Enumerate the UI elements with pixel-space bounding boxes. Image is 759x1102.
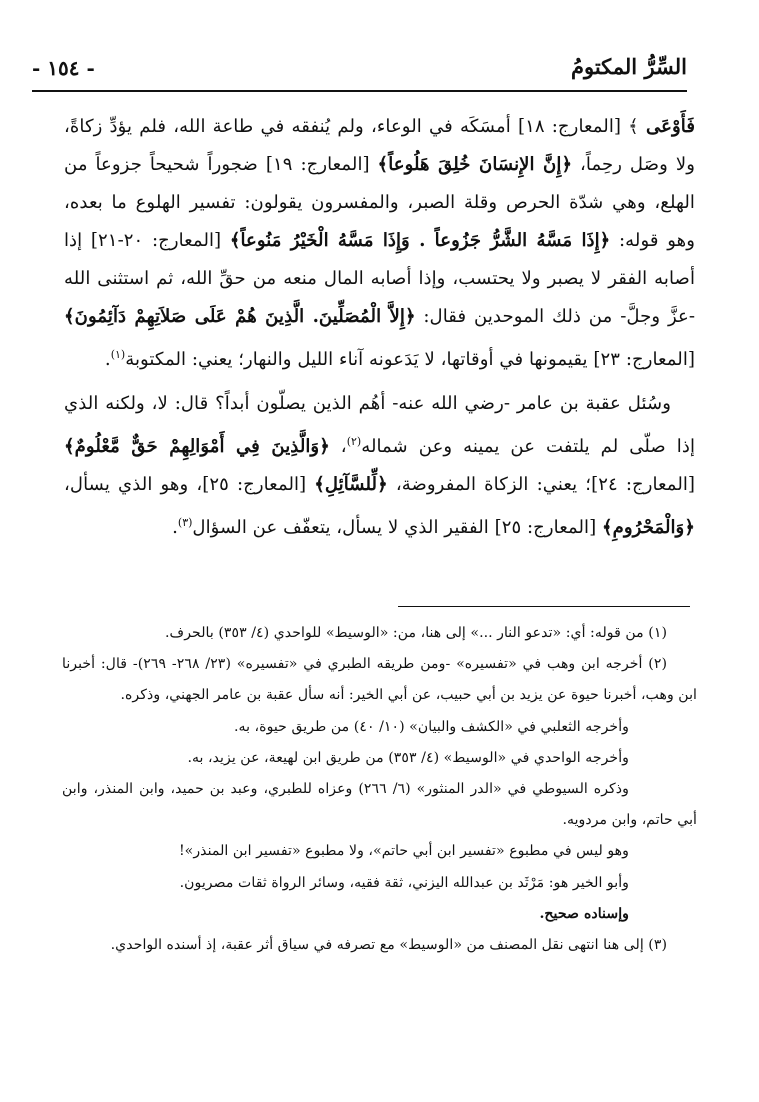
footnote-3: (٣) إلى هنا انتهى نقل المصنف من «الوسيط» مع تصرفه في سياق أثر عقبة، إذ أسنده الواحدي. bbox=[110, 937, 667, 954]
footnote-2-line: وأخرجه الثعلبي في «الكشف والبيان» (١٠/ ٤٠) من طريق حيوة، به. bbox=[233, 718, 629, 735]
text-run: [المعارج: ٢٣] يقيمونها في أوقاتها، لا يَدَعونه آناء الليل والنهار؛ يعني: المكتوبة bbox=[125, 349, 695, 371]
footnote-ref-2[interactable]: (٢) bbox=[346, 435, 362, 449]
quran-verse: ﴿إِنَّ الإِنسَانَ خُلِقَ هَلُوعاً﴾ bbox=[377, 154, 573, 175]
header-rule bbox=[32, 90, 687, 92]
text-run: [المعارج: ٢٥]، وهو الذي يسأل، bbox=[64, 474, 315, 496]
footnote-2-verdict: وإسناده صحيح. bbox=[539, 905, 629, 922]
page-number: - ١٥٤ - bbox=[32, 56, 95, 80]
main-text bbox=[64, 108, 695, 547]
text-run: . bbox=[172, 517, 178, 539]
text-run: ﴾ [المعارج: ١٨] أمسَكَه في الوعاء، ولم يُنفقه في طاعة الله، فلم يؤدِّ زكاةً، ولا وصَل رحِماً، bbox=[64, 116, 695, 175]
text-run: [المعارج: ٢٠-٢١] إذا أصابه الفقر لا يصبر ولا يحتسب، وإذا أصابه المال منعه من حقِّ الله، ثم استثنى الله -عزَّ وجلَّ- من ذلك الموحدين فقال: bbox=[64, 230, 696, 327]
footnote-2-line: وذكره السيوطي في «الدر المنثور» (٦/ ٢٦٦) وعزاه للطبري، وعبد بن حميد، وابن المنذر، وابن أبي حاتم، وابن مردويه. bbox=[62, 781, 697, 829]
book-title: السِّرُّ المكتومُ bbox=[570, 54, 687, 79]
text-run: [المعارج: ١٩] ضجوراً شحيحاً جزوعاً من الهلع، وهي شدّة الحرص وقلة الصبر، والمفسرون يقولون: تفسير الهلوع ما بعده، وهو قوله: bbox=[64, 154, 696, 251]
footnote-2-line: وأخرجه الواحدي في «الوسيط» (٤/ ٣٥٣) من طريق ابن لهيعة، عن يزيد، به. bbox=[187, 749, 629, 766]
running-header bbox=[32, 52, 687, 92]
paragraph-2 bbox=[64, 385, 695, 547]
text-run: ، bbox=[329, 436, 347, 458]
footnotes bbox=[62, 618, 697, 961]
quran-verse: ﴿إِلاَّ الْمُصَلِّينَ. الَّذِينَ هُمْ عَلَى صَلاَتِهِمْ دَآئِمُونَ﴾ bbox=[64, 306, 416, 327]
footnote-2-line: وهو ليس في مطبوع «تفسير ابن أبي حاتم»، ولا مطبوع «تفسير ابن المنذر»! bbox=[178, 843, 629, 860]
footnote-2: (٢) أخرجه ابن وهب في «تفسيره» -ومن طريقه الطبري في «تفسيره» (٢٣/ ٢٦٨- ٢٦٩)- قال: أخبرنا ابن وهب، أخبرنا حيوة عن يزيد بن أبي حبيب، عن أبي الخير: أنه سأل عقبة بن عامر الجهني، وذكره. bbox=[62, 656, 697, 704]
text-run: [المعارج: ٢٤]؛ يعني: الزكاة المفروضة، bbox=[387, 474, 696, 496]
quran-verse: ﴿لِّلسَّآئِلِ﴾ bbox=[314, 474, 388, 496]
footnote-ref-1[interactable]: (١) bbox=[110, 348, 126, 361]
quran-verse: فَأَوْعَى bbox=[645, 116, 696, 137]
text-run: وسُئل عقبة بن عامر -رضي الله عنه- أهُم الذين يصلّون أبداً؟ قال: لا، ولكنه الذي إذا صلّى لم يلتفت عن يمينه وعن شماله bbox=[64, 393, 695, 458]
paragraph-1 bbox=[64, 108, 695, 379]
text-run: . bbox=[104, 349, 111, 371]
quran-verse: ﴿إِذَا مَسَّهُ الشَّرُّ جَزُوعاً . وَإِذَا مَسَّهُ الْخَيْرُ مَنُوعاً﴾ bbox=[229, 230, 611, 251]
quran-verse: ﴿وَالَّذِينَ فِي أَمْوَالِهِمْ حَقٌّ مَّعْلُومٌ﴾ bbox=[64, 436, 330, 458]
quran-verse: ﴿وَالْمَحْرُومِ﴾ bbox=[601, 517, 695, 539]
footnote-ref-3[interactable]: (٣) bbox=[177, 516, 193, 530]
footnote-2-line: وأبو الخير هو: مَرْثَد بن عبدالله اليزني، ثقة فقيه، وسائر الرواة ثقات مصريون. bbox=[179, 874, 629, 891]
footnote-rule bbox=[398, 606, 690, 607]
footnote-1: (١) من قوله: أي: «تدعو النار ...» إلى هنا، من: «الوسيط» للواحدي (٤/ ٣٥٣) بالحرف. bbox=[165, 625, 667, 641]
text-run: [المعارج: ٢٥] الفقير الذي لا يسأل، يتعفّف عن السؤال bbox=[192, 517, 602, 539]
